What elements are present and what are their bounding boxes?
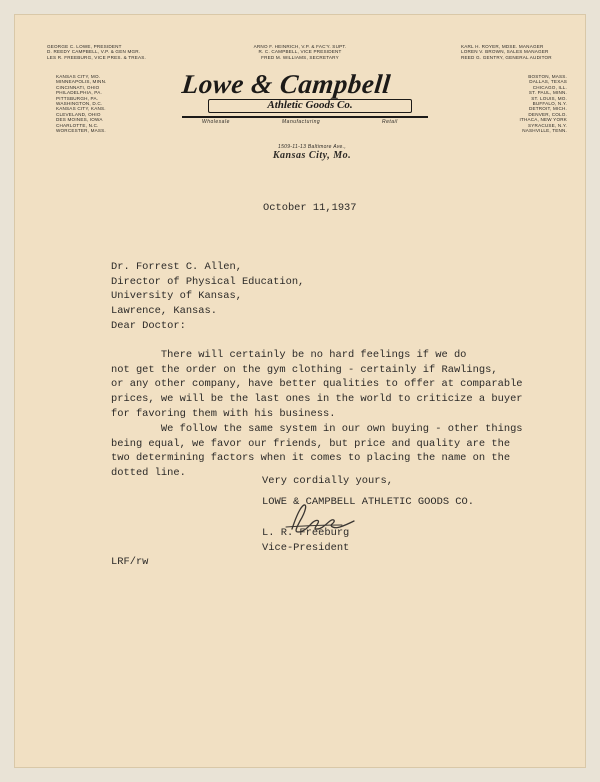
city-line: ST. PAUL, MINN. [528, 90, 567, 96]
officers-right [461, 44, 552, 60]
logo-wordmark: Lowe & Campbell [180, 69, 393, 99]
salutation: Dear Doctor: [111, 320, 186, 332]
city-line: MINNEAPOLIS, MINN. [56, 79, 107, 85]
tag-manufacturing: Manufacturing [282, 119, 321, 125]
city-line: CINCINNATI, OHIO [56, 84, 100, 90]
address-street: 1509-11-13 Baltimore Ave., [277, 144, 347, 150]
city-line: CHICAGO, ILL. [532, 84, 567, 90]
body-paragraph-2: We follow the same system in our own buying - other things being equal, we favor our friends, but price and quality are the two determining factors when it comes to placing the name on the dotted line. [111, 423, 523, 480]
city-line: DES MOINES, IOWA [56, 117, 103, 123]
officers-center [222, 44, 378, 60]
city-line: SYRACUSE, N.Y. [528, 122, 567, 128]
company-name: LOWE & CAMPBELL ATHLETIC GOODS CO. [262, 496, 475, 508]
logo-subtitle: Athletic Goods Co. [267, 99, 353, 111]
body-paragraph-1: There will certainly be no hard feelings if we do not get the order on the gym clothing - certainly if Rawlings, or any other company, have better qualities to offer at comparable prices, we will be the last ones in the world to criticize a buyer for favoring them with his business. [111, 349, 523, 420]
officer-line: LES R. FREEBURG, VICE PRES. & TREAS. [47, 54, 147, 60]
letter-sheet [14, 14, 586, 768]
tag-retail: Retail [382, 119, 398, 125]
city-line: WASHINGTON, D.C. [56, 101, 103, 107]
officer-line: LOREN V. BROWN, SALES MANAGER [461, 49, 549, 55]
city-line: DALLAS, TEXAS [529, 79, 567, 85]
letter-date: October 11,1937 [263, 202, 357, 214]
signer-name: L. R. Freeburg [262, 527, 350, 539]
closing: Very cordially yours, [262, 475, 393, 487]
officer-line: D. REEDY CAMPBELL, V.P. & GEN MGR. [47, 49, 141, 55]
signer-title: Vice-President [262, 542, 350, 554]
address-city: Kansas City, Mo. [272, 150, 352, 161]
officer-line: R. C. CAMPBELL, VICE PRESIDENT [258, 49, 342, 55]
branch-cities-right [487, 74, 567, 133]
city-line: ST. LOUIS, MO. [531, 95, 567, 101]
city-line: PITTSBURGH, PA. [56, 95, 99, 101]
logo-underline [182, 116, 428, 118]
city-line: BUFFALO, N.Y. [532, 101, 567, 107]
city-line: BOSTON, MASS. [528, 74, 567, 79]
officer-line: FRED M. WILLIAMS, SECRETARY [261, 54, 339, 60]
officer-line: KARL H. ROYER, MDSE. MANAGER [461, 44, 544, 49]
recipient-address: Dr. Forrest C. Allen, Director of Physical Education, University of Kansas, Lawrence, Kansas. [111, 261, 305, 318]
officer-line: REED G. GENTRY, GENERAL AUDITOR [461, 54, 552, 60]
logo-subtitle-box [208, 99, 412, 113]
city-line: DETROIT, MICH. [528, 106, 567, 112]
city-line: CHARLOTTE, N.C. [56, 122, 99, 128]
city-line: PHILADELPHIA, PA. [56, 90, 102, 96]
city-line: ITHACA, NEW YORK [519, 117, 567, 123]
branch-cities-left [56, 74, 107, 133]
officer-line: GEORGE C. LOWE, PRESIDENT [47, 44, 122, 49]
city-line: DENVER, COLO. [528, 111, 567, 117]
city-line: NASHVILLE, TENN. [522, 128, 567, 134]
company-logo [182, 69, 428, 127]
officers-left [47, 44, 146, 60]
officer-line: ARNO F. HEINRICH, V.P. & FAC'Y. SUPT. [253, 44, 347, 49]
city-line: KANSAS CITY, MO. [56, 74, 101, 79]
city-line: CLEVELAND, OHIO [56, 111, 101, 117]
typist-initials: LRF/rw [111, 556, 149, 568]
city-line: WORCESTER, MASS. [56, 128, 106, 134]
city-line: KANSAS CITY, KANS. [56, 106, 106, 112]
tag-wholesale: Wholesale [202, 119, 230, 125]
company-address [242, 144, 382, 161]
